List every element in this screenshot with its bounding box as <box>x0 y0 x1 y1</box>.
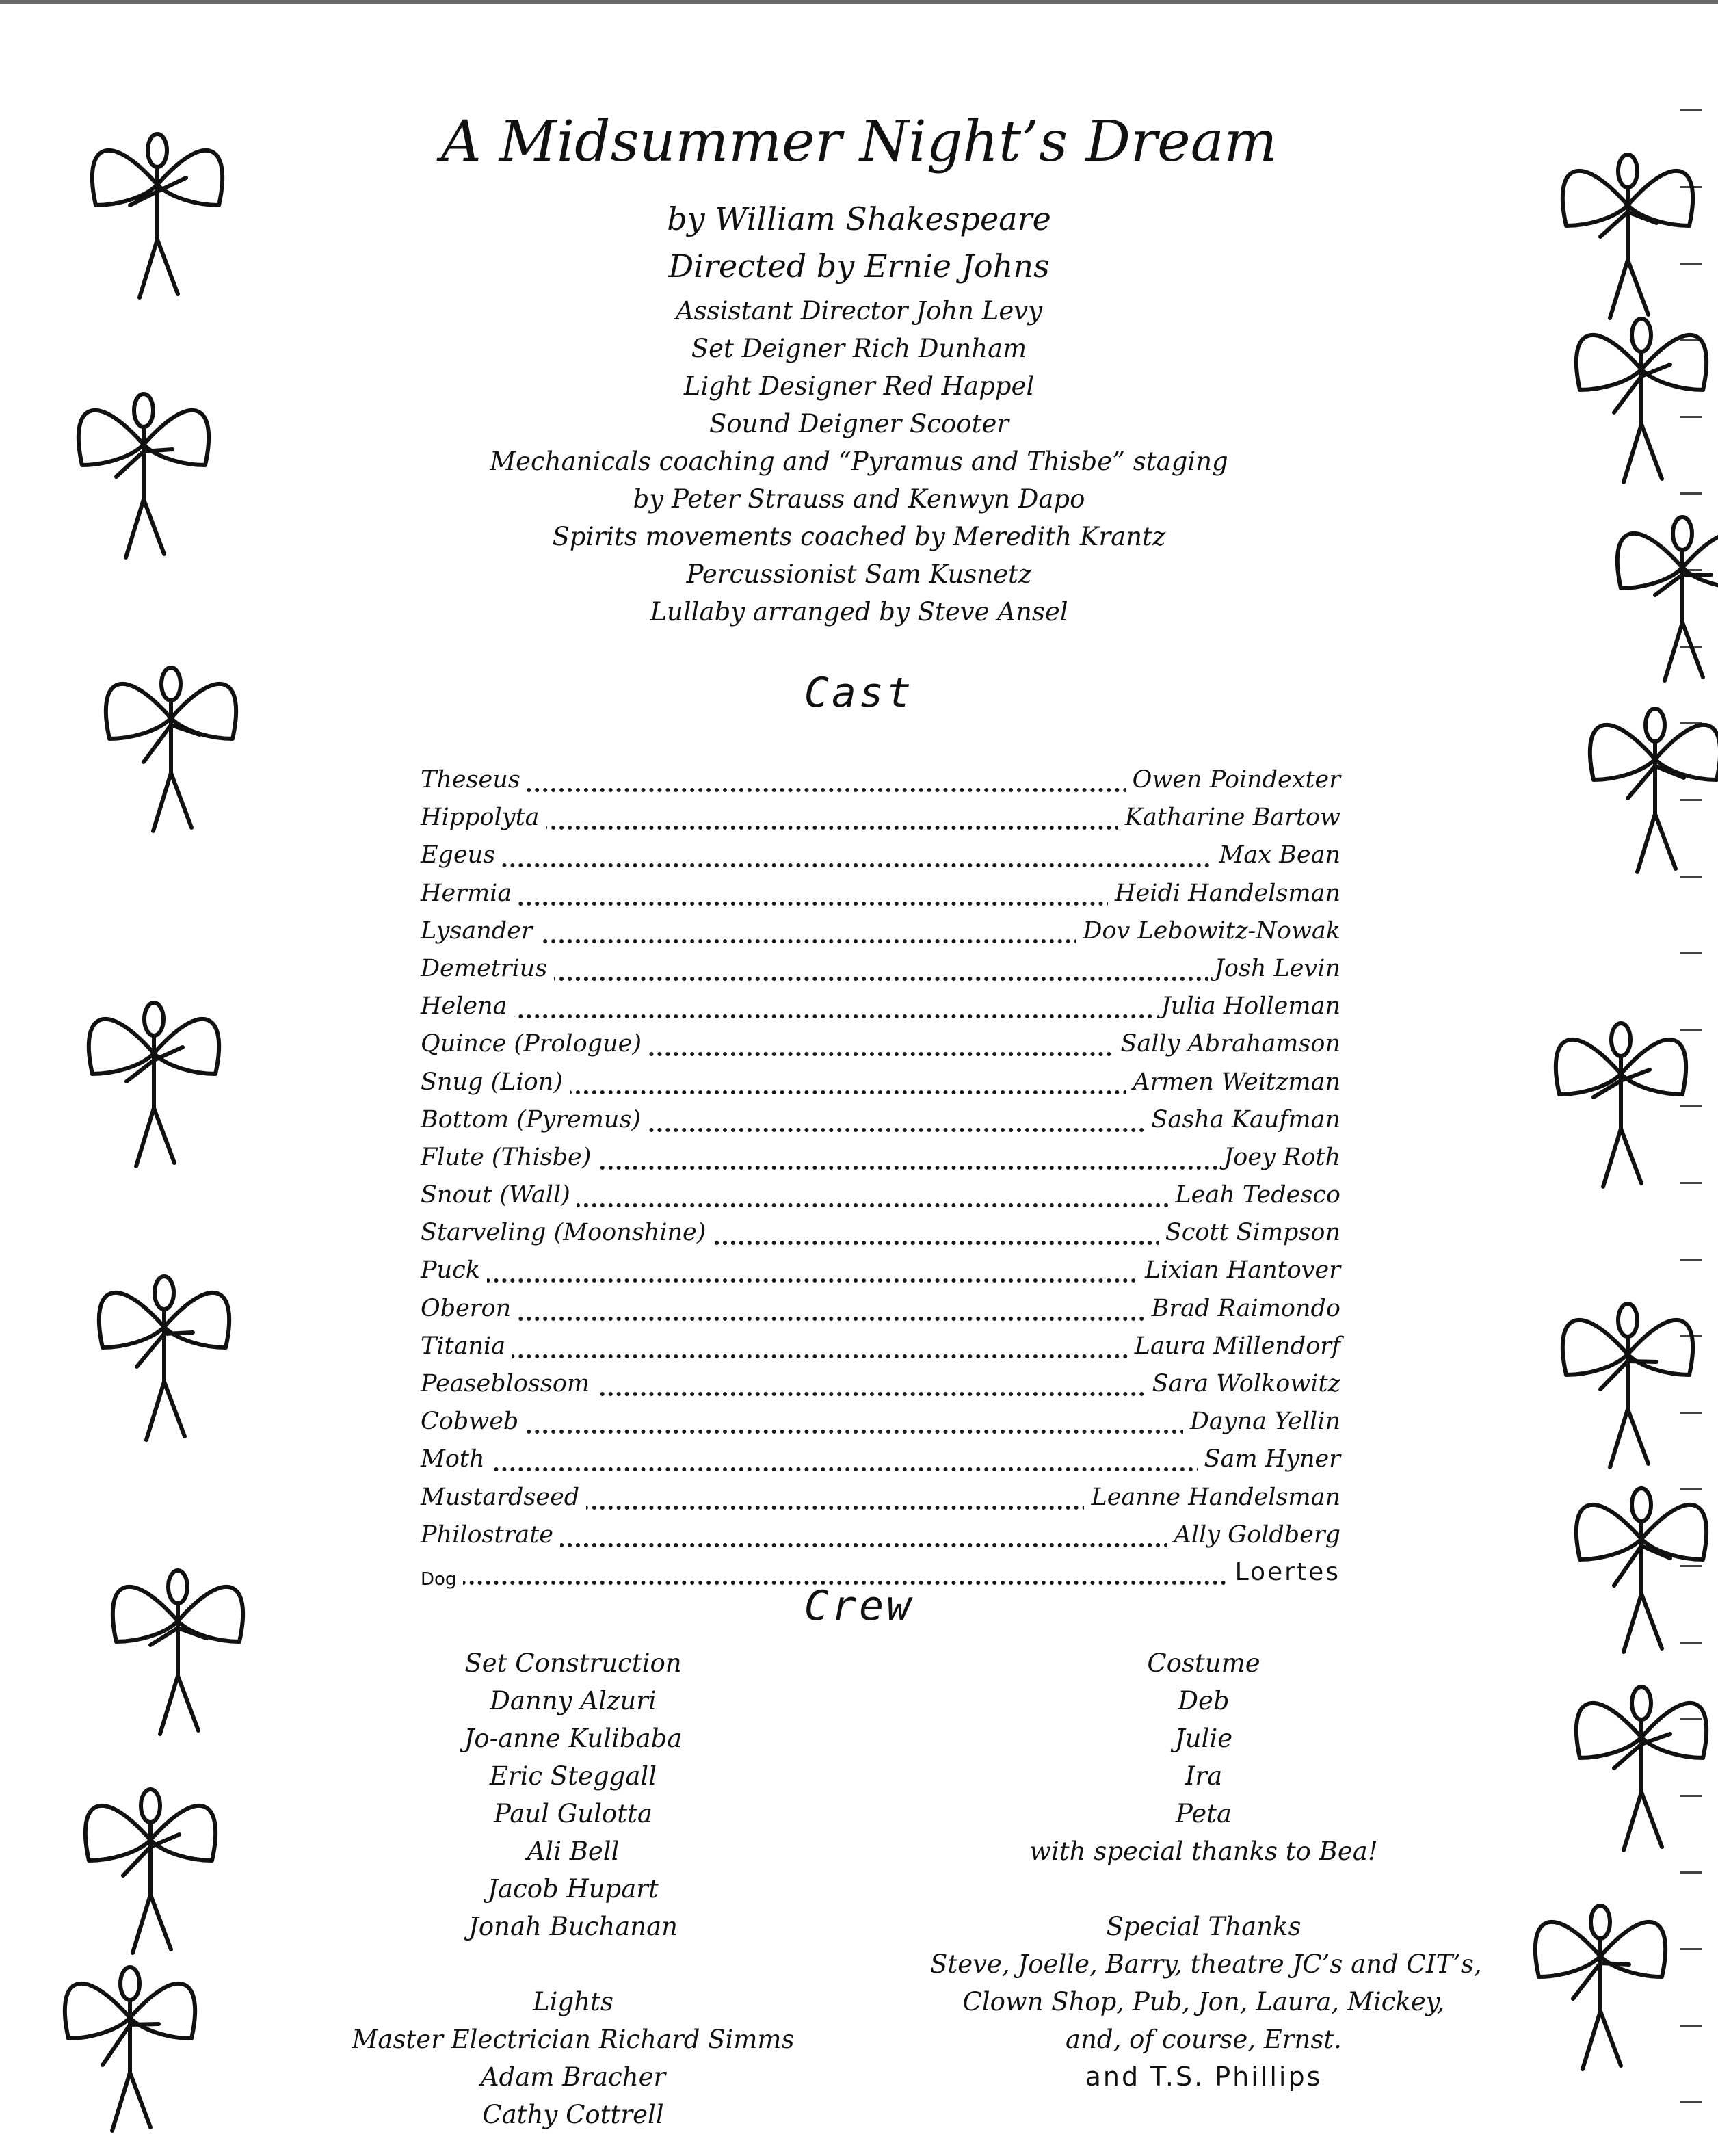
cast-actor: Leanne Handelsman <box>1084 1480 1340 1515</box>
cast-row <box>421 1140 1340 1177</box>
cast-actor: Sara Wolkowitz <box>1146 1366 1340 1402</box>
dot-leader <box>421 863 1340 867</box>
cast-role: Titania <box>421 1328 512 1364</box>
crew-name: Peta <box>1175 1799 1232 1828</box>
credit-line: by Peter Strauss and Kenwyn Dapo <box>633 484 1085 514</box>
cast-role: Dog <box>421 1562 463 1597</box>
credit-line: Percussionist Sam Kusnetz <box>686 560 1032 589</box>
cast-row <box>421 913 1340 951</box>
cast-row <box>421 1366 1340 1404</box>
special-thanks-heading: Special Thanks <box>1106 1912 1301 1941</box>
credit-line: Assistant Director John Levy <box>675 296 1043 326</box>
cast-actor: Loertes <box>1228 1555 1340 1590</box>
credit-line: Light Designer Red Happel <box>683 371 1035 401</box>
cast-role: Helena <box>421 988 514 1024</box>
cast-row <box>421 951 1340 988</box>
thanks-line: Clown Shop, Pub, Jon, Laura, Mickey, <box>962 1987 1445 2016</box>
crew-name: Ali Bell <box>527 1837 620 1866</box>
cast-row <box>421 1064 1340 1102</box>
fairy-sketch-icon <box>1539 1272 1717 1477</box>
binding-tick <box>1680 952 1702 954</box>
crew-name: Jo-anne Kulibaba <box>464 1724 683 1753</box>
lights-heading: Lights <box>533 1987 613 2016</box>
cast-role: Snug (Lion) <box>421 1064 570 1100</box>
cast-row <box>421 1441 1340 1479</box>
cast-actor: Josh Levin <box>1208 951 1340 986</box>
cast-actor: Ally Goldberg <box>1167 1517 1340 1553</box>
fairy-sketch-icon <box>75 1245 253 1450</box>
cast-role: Peaseblossom <box>421 1366 596 1402</box>
cast-role: Snout (Wall) <box>421 1177 577 1213</box>
cast-row <box>421 1328 1340 1366</box>
cast-role: Moth <box>421 1441 492 1477</box>
costume-heading: Costume <box>1147 1648 1260 1678</box>
crew-name: Ira <box>1185 1761 1223 1791</box>
fairy-sketch-icon <box>41 1936 219 2141</box>
handwritten-thanks-note: and T.S. Phillips <box>1085 2062 1323 2092</box>
cast-actor: Sasha Kaufman <box>1145 1102 1340 1138</box>
cast-role: Mustardseed <box>421 1480 586 1515</box>
cast-actor: Sam Hyner <box>1198 1441 1340 1477</box>
fairy-sketch-icon <box>1532 992 1710 1197</box>
fairy-sketch-icon <box>65 971 243 1176</box>
cast-row <box>421 1177 1340 1215</box>
cast-role: Puck <box>421 1252 487 1288</box>
cast-row <box>421 762 1340 800</box>
credit-line: Sound Deigner Scooter <box>709 409 1009 438</box>
crew-heading: Crew <box>804 1582 914 1630</box>
cast-role: Quince (Prologue) <box>421 1026 648 1062</box>
cast-role: Hermia <box>421 876 518 911</box>
crew-name: Adam Bracher <box>480 2062 666 2092</box>
cast-actor: Laura Millendorf <box>1128 1328 1340 1364</box>
dot-leader <box>421 977 1340 981</box>
cast-actor: Katharine Bartow <box>1118 800 1340 835</box>
set-construction-heading: Set Construction <box>464 1648 682 1678</box>
cast-role: Egeus <box>421 837 502 873</box>
fairy-sketch-icon <box>1552 1655 1718 1861</box>
cast-role: Demetrius <box>421 951 554 986</box>
credit-line: Mechanicals coaching and “Pyramus and Thisbe” staging <box>490 447 1228 476</box>
cast-actor: Sally Abrahamson <box>1113 1026 1340 1062</box>
crew-right-column <box>930 1644 1482 2096</box>
cast-actor: Leah Tedesco <box>1168 1177 1340 1213</box>
cast-role: Flute (Thisbe) <box>421 1140 598 1175</box>
credit-line: Spirits movements coached by Meredith Krantz <box>552 522 1166 551</box>
cast-role: Lysander <box>421 913 540 949</box>
crew-name: Paul Gulotta <box>493 1799 652 1828</box>
cast-actor: Armen Weitzman <box>1126 1064 1340 1100</box>
cast-role: Bottom (Pyremus) <box>421 1102 648 1138</box>
cast-actor: Brad Raimondo <box>1145 1291 1340 1326</box>
fairy-sketch-icon <box>89 1539 267 1744</box>
cast-row <box>421 1517 1340 1555</box>
cast-row <box>421 800 1340 837</box>
crew-name: Jonah Buchanan <box>468 1912 678 1941</box>
fairy-sketch-icon <box>1511 1874 1689 2079</box>
cast-actor: Joey Roth <box>1217 1140 1340 1175</box>
crew-name: Danny Alzuri <box>490 1686 657 1715</box>
play-title: A Midsummer Night’s Dream <box>440 109 1278 174</box>
credit-line: Set Deigner Rich Dunham <box>691 334 1027 363</box>
author-byline: by William Shakespeare <box>667 200 1051 237</box>
cast-actor: Scott Simpson <box>1159 1215 1340 1250</box>
cast-row <box>421 1404 1340 1441</box>
cast-actor: Lixian Hantover <box>1138 1252 1340 1288</box>
credit-line: Lullaby arranged by Steve Ansel <box>650 597 1068 627</box>
cast-actor: Dov Lebowitz-Nowak <box>1076 913 1340 949</box>
cast-actor: Heidi Handelsman <box>1108 876 1340 911</box>
cast-row <box>421 1215 1340 1252</box>
cast-row <box>421 1102 1340 1140</box>
cast-heading: Cast <box>804 669 914 717</box>
crew-name: Julie <box>1174 1724 1233 1753</box>
cast-role: Philostrate <box>421 1517 560 1553</box>
binding-tick <box>1680 1871 1702 1874</box>
cast-row <box>421 1252 1340 1290</box>
crew-name: Deb <box>1178 1686 1230 1715</box>
crew-left-column <box>300 1644 847 2133</box>
thanks-line: Steve, Joelle, Barry, theatre JC’s and CIT’s, <box>930 1949 1482 1979</box>
cast-role: Starveling (Moonshine) <box>421 1215 713 1250</box>
crew-name: Jacob Hupart <box>488 1874 659 1904</box>
scan-top-edge <box>0 0 1718 4</box>
cast-role: Cobweb <box>421 1404 525 1439</box>
cast-row <box>421 837 1340 875</box>
cast-role: Oberon <box>421 1291 518 1326</box>
cast-row <box>421 1480 1340 1517</box>
director-credit: Directed by Ernie Johns <box>668 248 1050 285</box>
cast-actor: Max Bean <box>1213 837 1340 873</box>
cast-row <box>421 1026 1340 1064</box>
binding-tick <box>1680 2101 1702 2103</box>
cast-row <box>421 988 1340 1026</box>
cast-role: Hippolyta <box>421 800 546 835</box>
crew-name: Cathy Cottrell <box>482 2100 664 2129</box>
cast-role: Theseus <box>421 762 527 798</box>
crew-name: Master Electrician Richard Simms <box>352 2025 795 2054</box>
binding-tick <box>1680 1259 1702 1261</box>
fairy-sketch-icon <box>1552 1457 1718 1662</box>
fairy-sketch-icon <box>82 636 260 841</box>
cast-actor: Julia Holleman <box>1154 988 1340 1024</box>
fairy-sketch-icon <box>62 1758 239 1963</box>
crew-name: Eric Steggall <box>489 1761 657 1791</box>
costume-thanks-note: with special thanks to Bea! <box>1029 1837 1378 1866</box>
cast-row <box>421 1291 1340 1328</box>
cast-list <box>421 762 1340 1592</box>
cast-actor: Owen Poindexter <box>1126 762 1340 798</box>
thanks-line: and, of course, Ernst. <box>1066 2025 1342 2054</box>
cast-actor: Dayna Yellin <box>1183 1404 1340 1439</box>
cast-row <box>421 876 1340 913</box>
